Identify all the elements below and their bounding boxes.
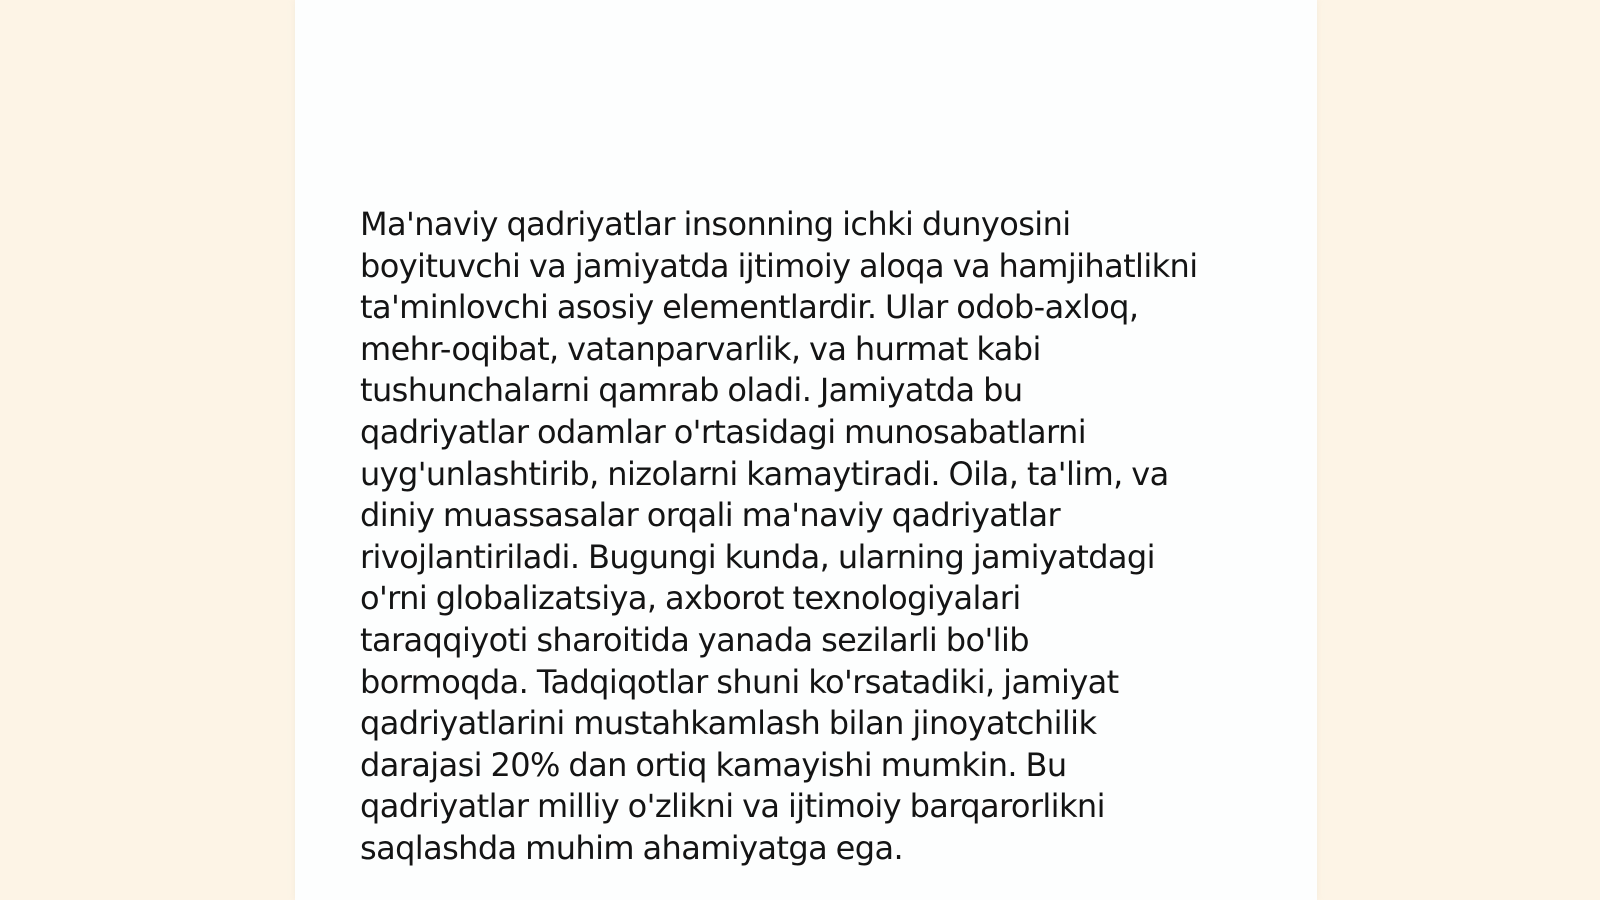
paragraph-line: darajasi 20% dan ortiq kamayishi mumkin. Bu xyxy=(360,745,1067,784)
body-paragraph xyxy=(360,204,1260,870)
paragraph-line: qadriyatlar odamlar o'rtasidagi munosabatlarni xyxy=(360,412,1086,451)
paragraph-line: o'rni globalizatsiya, axborot texnologiyalari xyxy=(360,579,1021,618)
paragraph-line: ta'minlovchi asosiy elementlardir. Ular odob-axloq, xyxy=(360,288,1139,327)
paragraph-line: tushunchalarni qamrab oladi. Jamiyatda bu xyxy=(360,371,1023,410)
paragraph-line: taraqqiyoti sharoitida yanada sezilarli bo'lib xyxy=(360,620,1029,659)
paragraph-line: diniy muassasalar orqali ma'naviy qadriyatlar xyxy=(360,496,1061,535)
paragraph-line: saqlashda muhim ahamiyatga ega. xyxy=(360,828,904,867)
paragraph-line: Ma'naviy qadriyatlar insonning ichki dunyosini xyxy=(360,205,1071,243)
paragraph-line: mehr-oqibat, vatanparvarlik, va hurmat kabi xyxy=(360,329,1041,368)
paragraph-line: qadriyatlarini mustahkamlash bilan jinoyatchilik xyxy=(360,704,1097,743)
paragraph-line: uyg'unlashtirib, nizolarni kamaytiradi. Oila, ta'lim, va xyxy=(360,454,1169,493)
document-page xyxy=(295,0,1317,900)
paragraph-line: bormoqda. Tadqiqotlar shuni ko'rsatadiki, jamiyat xyxy=(360,662,1119,701)
paragraph-line: rivojlantiriladi. Bugungi kunda, ularning jamiyatdagi xyxy=(360,537,1155,576)
paragraph-line: qadriyatlar milliy o'zlikni va ijtimoiy barqarorlikni xyxy=(360,787,1105,826)
paragraph-line: boyituvchi va jamiyatda ijtimoiy aloqa va hamjihatlikni xyxy=(360,246,1198,285)
